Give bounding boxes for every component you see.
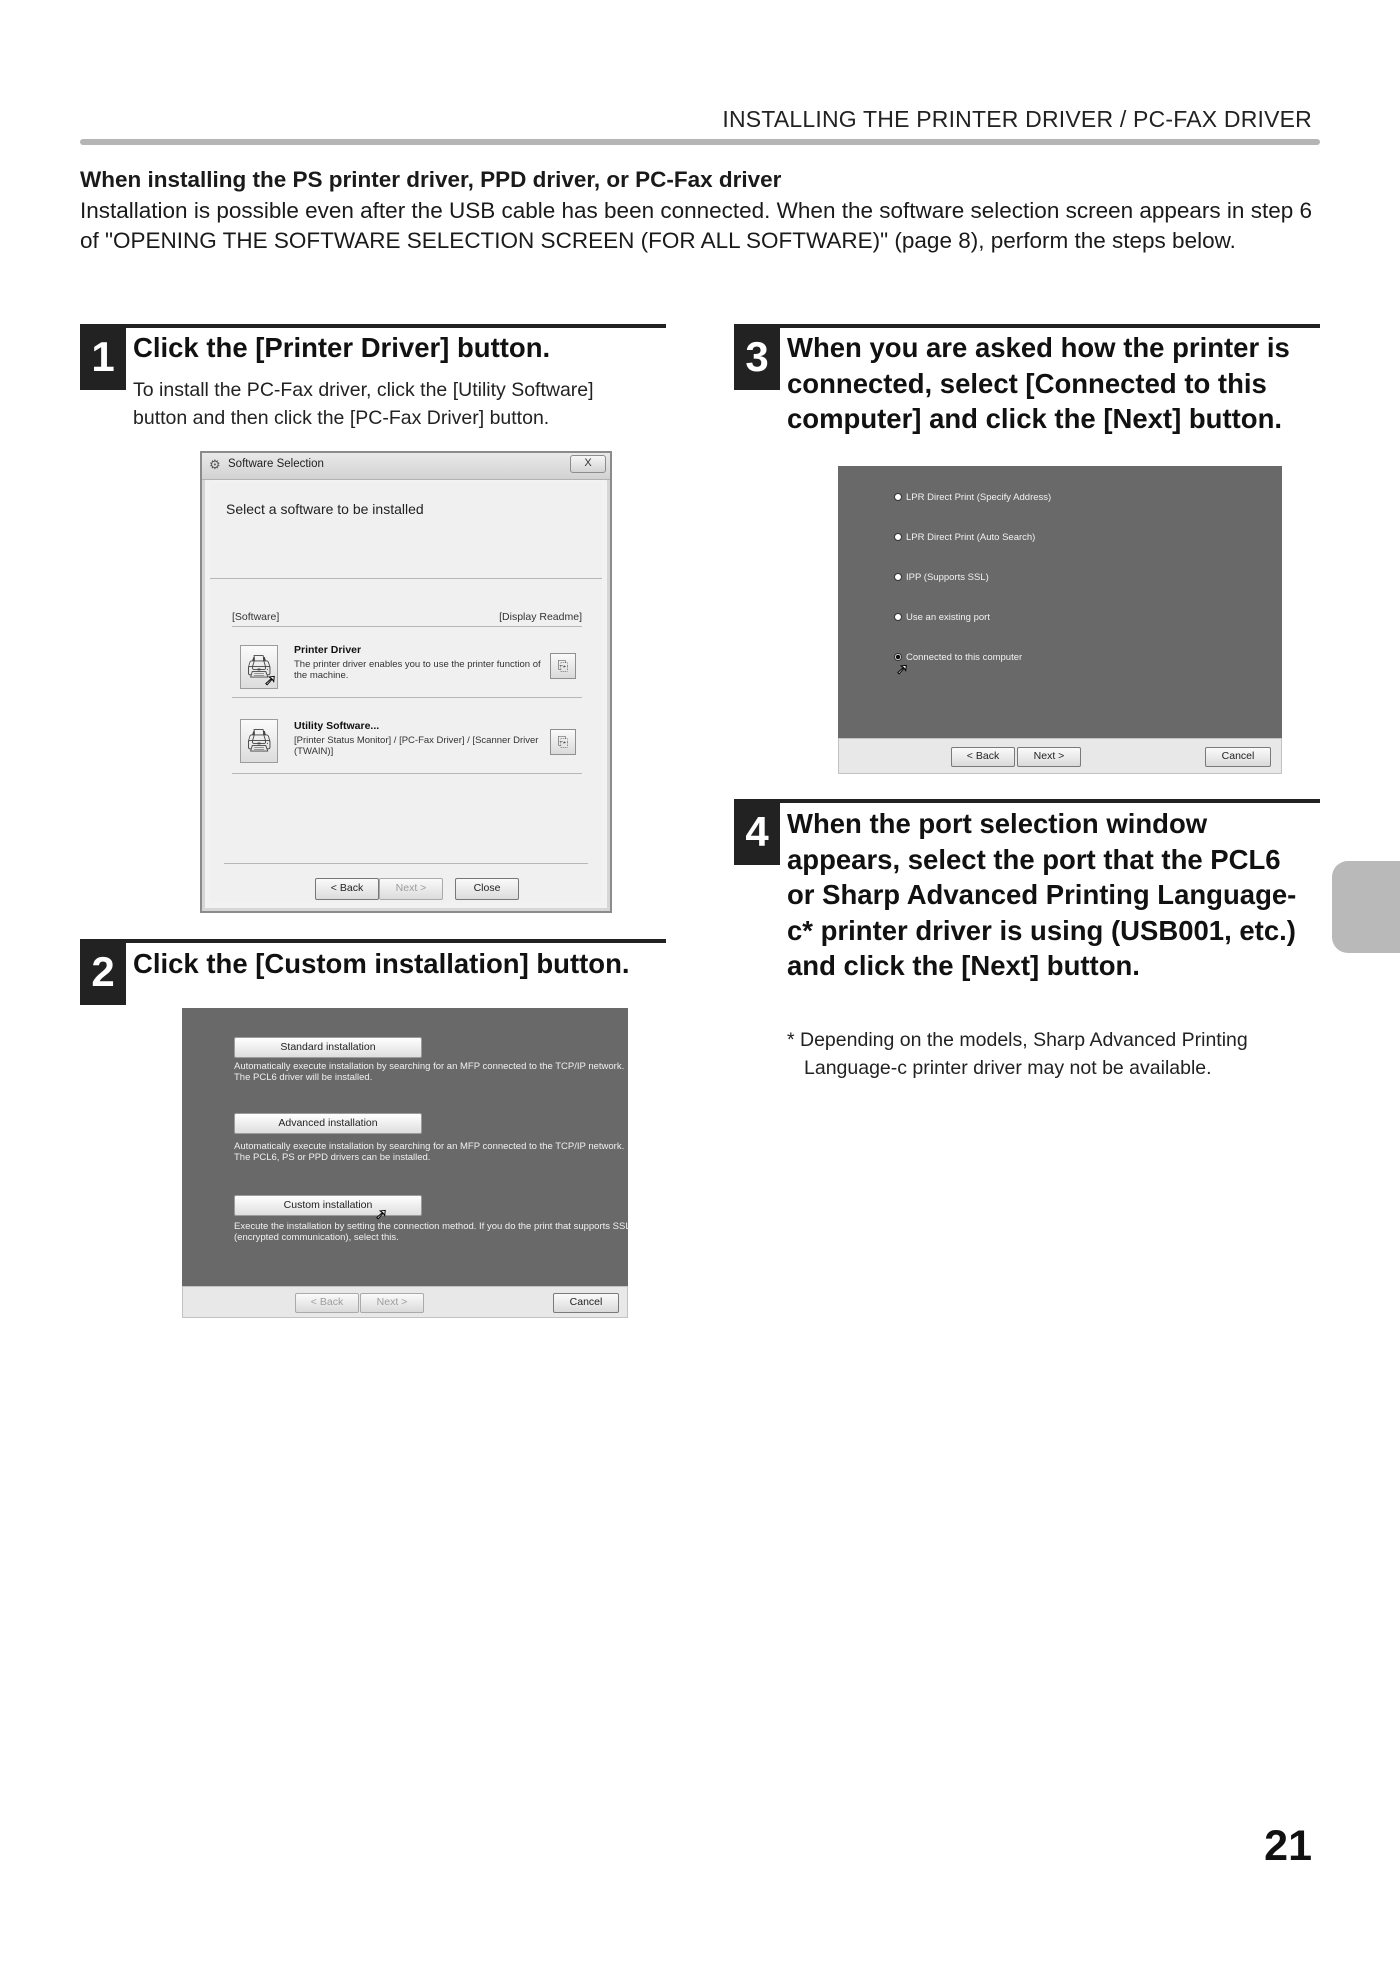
radio-icon[interactable]: [894, 573, 902, 581]
printer-icon[interactable]: 🖨: [240, 645, 278, 689]
utility-icon[interactable]: 🖨: [240, 719, 278, 763]
step-2-number: 2: [80, 939, 126, 1005]
step-4-number: 4: [734, 799, 780, 865]
readme-column-label: [Display Readme]: [499, 611, 582, 623]
back-button[interactable]: < Back: [951, 747, 1015, 767]
radio-option[interactable]: Use an existing port: [894, 612, 990, 623]
close-button[interactable]: Close: [455, 878, 519, 900]
close-icon[interactable]: X: [570, 455, 606, 473]
radio-icon[interactable]: [894, 613, 902, 621]
standard-installation-button[interactable]: Standard installation: [234, 1037, 422, 1058]
page-number: 21: [1264, 1822, 1312, 1870]
step-4-rule: [734, 799, 1320, 803]
radio-icon[interactable]: [894, 493, 902, 501]
step-2-title: Click the [Custom installation] button.: [133, 948, 630, 979]
next-button[interactable]: Next >: [1017, 747, 1081, 767]
software-column-label: [Software]: [232, 611, 280, 623]
next-button[interactable]: Next >: [379, 878, 443, 900]
setup-icon: ⚙: [209, 457, 221, 472]
back-button[interactable]: < Back: [315, 878, 379, 900]
mouse-cursor-icon: ➚: [264, 672, 277, 689]
window-titlebar: [202, 453, 610, 480]
step-3-number: 3: [734, 324, 780, 390]
step-1-subtext: To install the PC-Fax driver, click the [Utility Software] button and then click the [PC-Fax Driver] button.: [133, 379, 594, 429]
step-4-note: * Depending on the models, Sharp Advanced Printing Language-c printer driver may not be available.: [787, 1029, 1248, 1079]
cancel-button[interactable]: Cancel: [1205, 747, 1271, 767]
intro-heading: When installing the PS printer driver, PPD driver, or PC-Fax driver: [80, 167, 782, 192]
step-1-number: 1: [80, 324, 126, 390]
custom-installation-desc: Execute the installation by setting the connection method. If you do the print that supports SSL (encrypted communication), select this.: [234, 1221, 631, 1243]
installation-type-panel: [182, 1008, 631, 1286]
utility-software-desc: [Printer Status Monitor] / [PC-Fax Driver] / [Scanner Driver (TWAIN)]: [294, 735, 539, 757]
step-3-rule: [734, 324, 1320, 328]
divider: [232, 697, 582, 698]
divider: [224, 863, 588, 864]
advanced-installation-button[interactable]: Advanced installation: [234, 1113, 422, 1134]
printer-driver-name[interactable]: Printer Driver: [294, 644, 362, 656]
dialog-heading: Select a software to be installed: [226, 501, 424, 517]
mouse-cursor-icon: ➚: [896, 661, 909, 678]
radio-icon[interactable]: [894, 533, 902, 541]
radio-option[interactable]: LPR Direct Print (Auto Search): [894, 532, 1035, 543]
radio-option[interactable]: IPP (Supports SSL): [894, 572, 989, 583]
readme-icon[interactable]: ⎘: [550, 653, 576, 679]
radio-option-selected[interactable]: Connected to this computer: [894, 652, 1022, 663]
step-4-title: When the port selection window appears, select the port that the PCL6 or Sharp Advanced Printing Language-c* printer driver is using (USB001, etc.) and click the [Next] button.: [787, 808, 1297, 981]
mouse-cursor-icon: ➚: [375, 1206, 388, 1223]
utility-software-name[interactable]: Utility Software...: [294, 720, 380, 732]
connection-method-panel: [838, 466, 1282, 738]
step-3-title: When you are asked how the printer is connected, select [Connected to this computer] and click the [Next] button.: [787, 332, 1290, 434]
readme-icon[interactable]: ⎘: [550, 729, 576, 755]
standard-installation-desc: Automatically execute installation by searching for an MFP connected to the TCP/IP network. The PCL6 driver will be installed.: [234, 1061, 625, 1083]
radio-option[interactable]: LPR Direct Print (Specify Address): [894, 492, 1051, 503]
custom-installation-button[interactable]: Custom installation: [234, 1195, 422, 1216]
chapter-tab: [1332, 861, 1400, 953]
software-selection-window: [200, 451, 612, 913]
back-button[interactable]: < Back: [295, 1293, 359, 1313]
advanced-installation-desc: Automatically execute installation by searching for an MFP connected to the TCP/IP network. The PCL6, PS or PPD drivers can be installed.: [234, 1141, 625, 1163]
divider: [232, 773, 582, 774]
step-1-title: Click the [Printer Driver] button.: [133, 332, 551, 363]
window-client: [210, 483, 602, 903]
installation-footer: [182, 1286, 628, 1318]
divider: [210, 578, 602, 579]
running-header: INSTALLING THE PRINTER DRIVER / PC-FAX DRIVER: [722, 106, 1312, 132]
step-2-rule: [80, 939, 666, 943]
divider: [232, 626, 582, 627]
window-title: Software Selection: [228, 458, 324, 470]
connection-footer: [838, 738, 1282, 774]
intro-body: Installation is possible even after the USB cable has been connected. When the software selection screen appears in step 6 of "OPENING THE SOFTWARE SELECTION SCREEN (FOR ALL SOFTWARE)" (page 8), perform the steps below.: [80, 198, 1312, 253]
printer-driver-desc: The printer driver enables you to use the printer function of the machine.: [294, 659, 541, 681]
header-rule: [80, 139, 1320, 145]
step-1-rule: [80, 324, 666, 328]
cancel-button[interactable]: Cancel: [553, 1293, 619, 1313]
next-button[interactable]: Next >: [360, 1293, 424, 1313]
